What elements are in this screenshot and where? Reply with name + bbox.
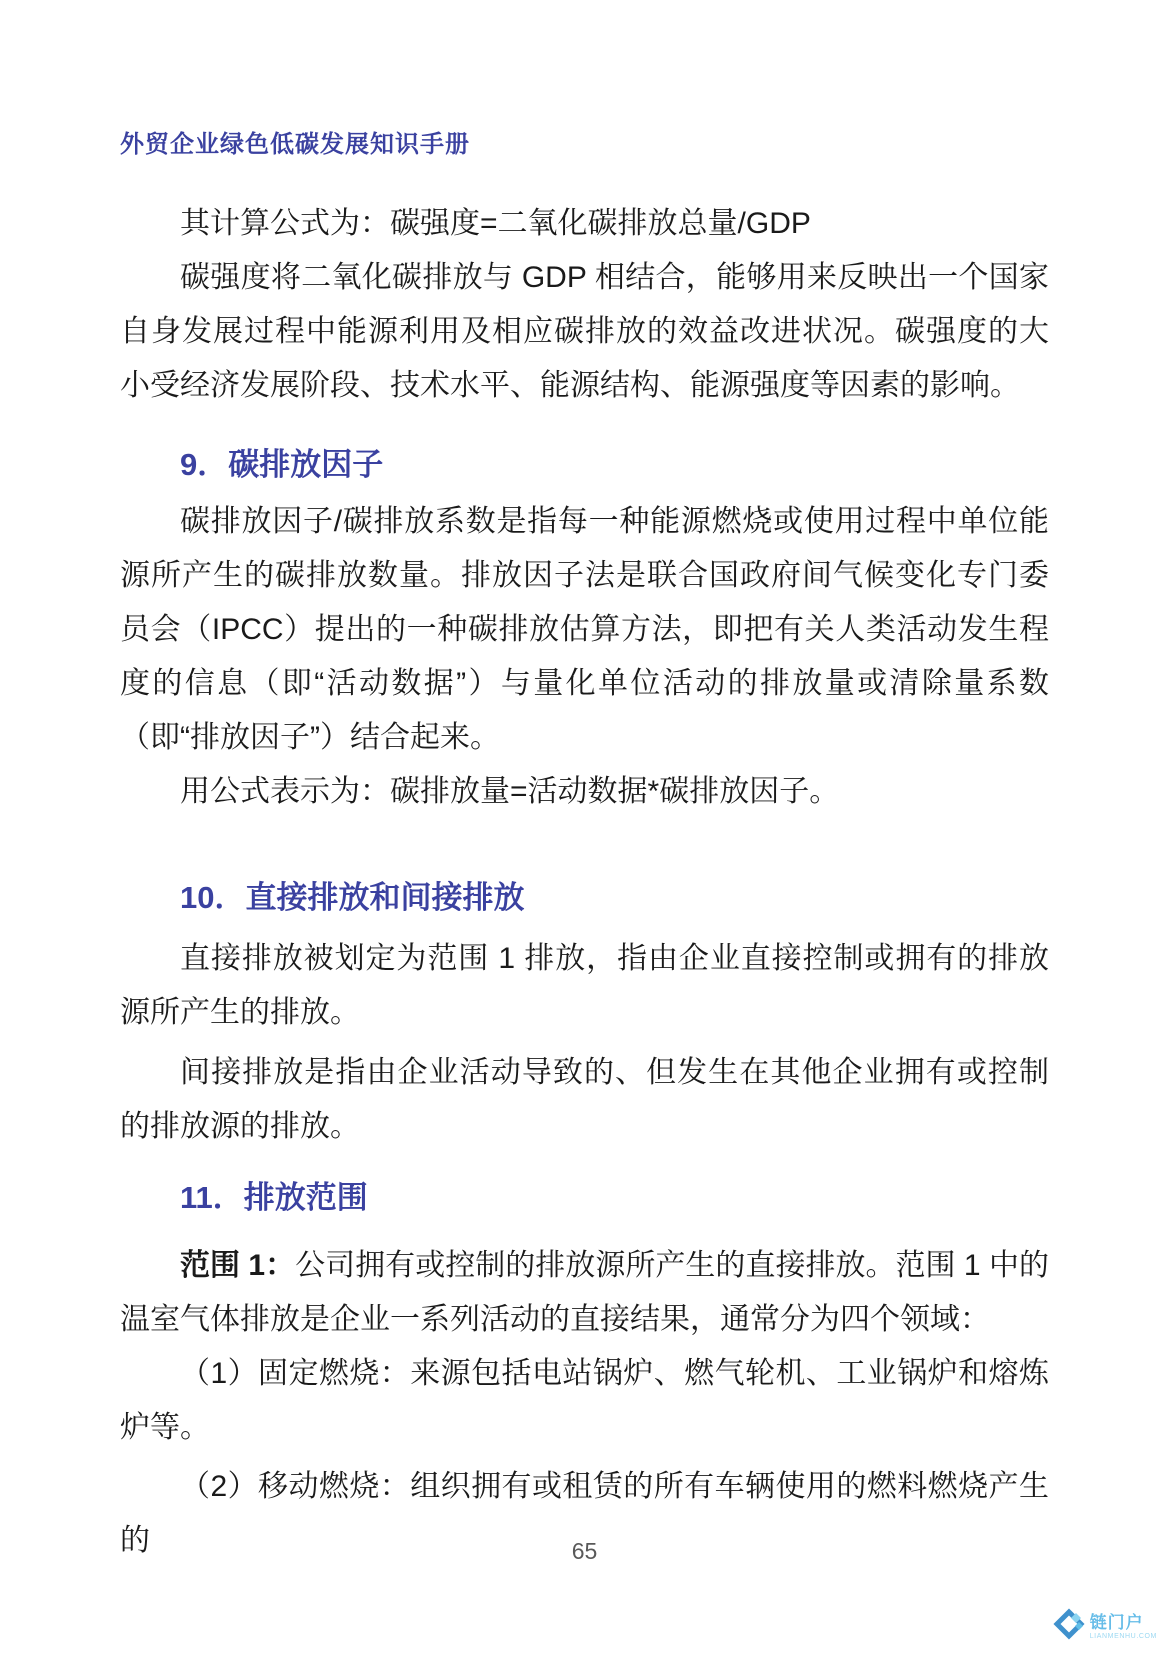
paragraph-carbon-intensity-explanation: 碳强度将二氧化碳排放与 GDP 相结合，能够用来反映出一个国家自身发展过程中能源利用及相应碳排放的效益改进状况。碳强度的大小受经济发展阶段、技术水平、能源结构、能源强度等因素的影响。 (120, 261, 1049, 402)
page-content (120, 197, 1049, 1568)
lianmenhu-diamond-icon (1053, 1608, 1085, 1645)
paragraph-stationary-combustion: （1）固定燃烧：来源包括电站锅炉、燃气轮机、工业锅炉和熔炼炉等。 (120, 1357, 1049, 1444)
paragraph-scope1-definition (120, 1239, 1049, 1347)
paragraph-indirect-emissions: 间接排放是指由企业活动导致的、但发生在其他企业拥有或控制的排放源的排放。 (120, 1056, 1049, 1143)
section-heading-11-emission-scopes: 11．排放范围 (180, 1180, 368, 1215)
paragraph-emission-factor-formula: 用公式表示为：碳排放量=活动数据*碳排放因子。 (180, 775, 840, 808)
paragraph-emission-factor-definition: 碳排放因子/碳排放系数是指每一种能源燃烧或使用过程中单位能源所产生的碳排放数量。排放因子法是联合国政府间气候变化专门委员会（IPCC）提出的一种碳排放估算方法，即把有关人类活动发生程度的信息（即“活动数据”）与量化单位活动的排放量或清除量系数（即“排放因子”）结合起来。 (120, 505, 1049, 754)
paragraph-mobile-combustion: （2）移动燃烧：组织拥有或租赁的所有车辆使用的燃料燃烧产生的 (120, 1470, 1049, 1557)
section-heading-10-direct-indirect-emissions: 10．直接排放和间接排放 (180, 880, 525, 915)
scope1-text: 公司拥有或控制的排放源所产生的直接排放。范围 1 中的温室气体排放是企业一系列活动的直接结果，通常分为四个领域： (120, 1249, 1049, 1336)
watermark-text-column (1090, 1614, 1157, 1640)
paragraph-carbon-intensity-formula: 其计算公式为：碳强度=二氧化碳排放总量/GDP (180, 207, 811, 240)
watermark-domain: LIANMENHU.COM (1089, 1632, 1157, 1640)
running-header-title: 外贸企业绿色低碳发展知识手册 (120, 131, 470, 158)
watermark-brand-name: 链门户 (1089, 1612, 1144, 1632)
watermark-logo (1053, 1608, 1157, 1645)
paragraph-direct-emissions: 直接排放被划定为范围 1 排放，指由企业直接控制或拥有的排放源所产生的排放。 (120, 942, 1049, 1029)
page-number: 65 (571, 1538, 598, 1564)
section-heading-9-emission-factor: 9．碳排放因子 (180, 447, 384, 482)
scope1-bold-label: 范围 1： (180, 1249, 296, 1282)
